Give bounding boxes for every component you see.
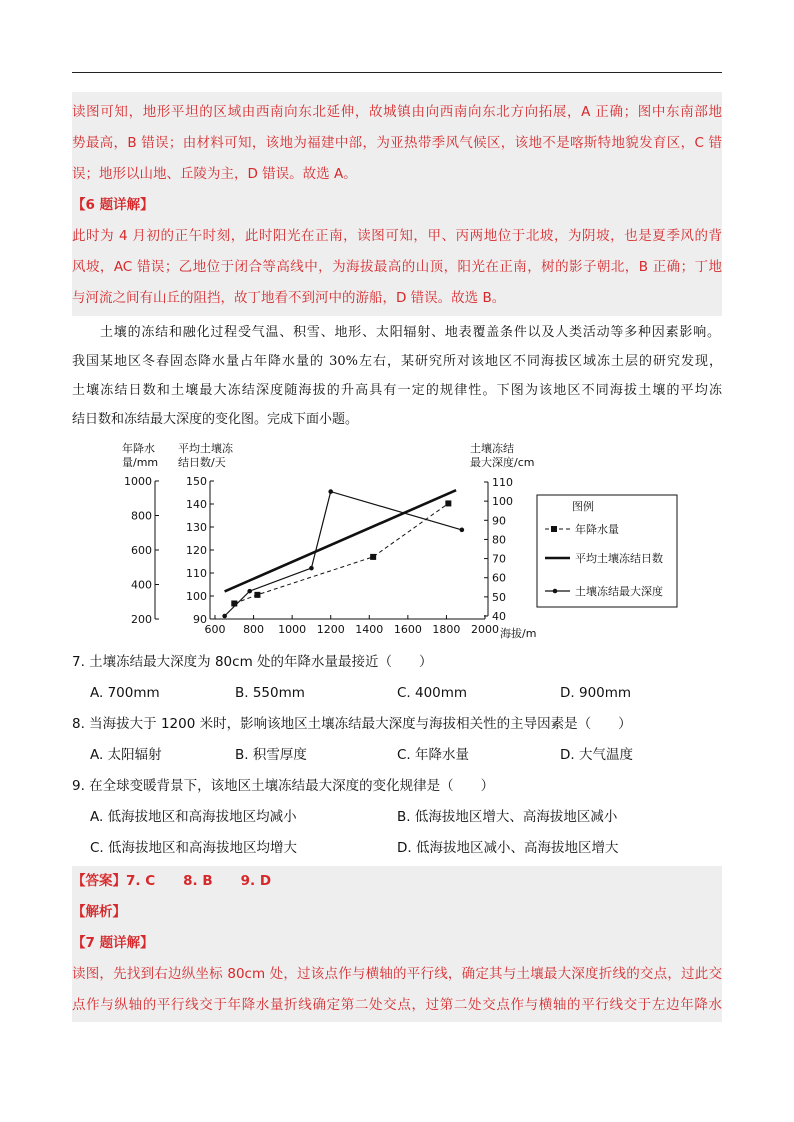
legend-precip-marker xyxy=(551,526,557,532)
q8-option-a[interactable]: A. 太阳辐射 xyxy=(90,747,162,763)
right-tick-label: 70 xyxy=(492,552,506,566)
left-axis-title: 量/mm xyxy=(122,456,159,469)
left-tick-label: 400 xyxy=(131,578,152,592)
q6-detail-line: 风坡，AC 错误；乙地位于闭合等高线中，为海拔最高的山顶，阳光在正南，树的影子朝北，B 正确；丁地 xyxy=(72,259,722,275)
answer-9: 9. D xyxy=(240,873,272,889)
right-tick-label: 100 xyxy=(492,495,513,509)
x-tick-label: 1400 xyxy=(355,623,384,636)
q7-option-d[interactable]: D. 900mm xyxy=(560,685,632,701)
q6-detail-line: 此时为 4 月初的正午时刻，此时阳光在正南，读图可知，甲、丙两地位于北坡，为阴坡，也是夏季风的背 xyxy=(72,228,722,244)
explanation-line: 读图可知，地形平坦的区域由西南向东北延伸，故城镇由向西南向东北方向拓展，A 正确；图中东南部地 xyxy=(72,104,722,120)
mid-axis-title: 结日数/天 xyxy=(178,456,226,469)
mid-tick-label: 120 xyxy=(186,544,207,557)
q6-heading: 【6 题详解】 xyxy=(72,197,154,213)
precip-point xyxy=(370,554,376,560)
x-tick-label: 1200 xyxy=(316,623,345,636)
answer-row xyxy=(72,873,722,889)
x-tick-label: 600 xyxy=(204,623,226,636)
legend-title: 图例 xyxy=(572,500,594,513)
q8-option-d[interactable]: D. 大气温度 xyxy=(560,747,633,763)
x-tick-label: 1600 xyxy=(393,623,422,636)
legend-max-depth-marker xyxy=(553,589,558,594)
question-8-stem: 8. 当海拔大于 1200 米时，影响该地区土壤冻结最大深度与海拔相关性的主导因素是（ ） xyxy=(72,716,632,732)
q7-option-a[interactable]: A. 700mm xyxy=(90,685,160,701)
right-axis-title: 最大深度/cm xyxy=(470,456,535,469)
q6-detail-line: 与河流之间有山丘的阻挡，故丁地看不到河中的游船，D 错误。故选 B。 xyxy=(72,290,506,306)
q7-detail-line: 点作与纵轴的平行线交于年降水量折线确定第二处交点，过第二处交点作与横轴的平行线交于左边年降水 xyxy=(72,997,722,1013)
q8-option-b[interactable]: B. 积雪厚度 xyxy=(235,747,307,763)
answer-8: 8. B xyxy=(183,873,213,889)
passage-line: 我国某地区冬春固态降水量占年降水量的 30%左右，某研究所对该地区不同海拔区域冻土层的研究发现， xyxy=(72,354,722,369)
question-9-stem: 9. 在全球变暖背景下，该地区土壤冻结最大深度的变化规律是（ ） xyxy=(72,778,495,794)
q7-option-b[interactable]: B. 550mm xyxy=(235,685,305,701)
explanation-line: 误；地形以山地、丘陵为主，D 错误。故选 A。 xyxy=(72,166,357,182)
mid-tick-label: 150 xyxy=(186,475,207,488)
left-axis-title: 年降水 xyxy=(122,442,155,455)
precip-point xyxy=(445,500,451,506)
altitude-chart xyxy=(100,440,700,645)
mid-axis-title: 平均土壤冻 xyxy=(178,442,233,455)
passage-line: 土壤的冻结和融化过程受气温、积雪、地形、太阳辐射、地表覆盖条件以及人类活动等多种因素影响。 xyxy=(100,325,720,340)
left-tick-label: 600 xyxy=(131,544,152,557)
question-7-stem: 7. 土壤冻结最大深度为 80cm 处的年降水量最接近（ ） xyxy=(72,654,433,670)
precip-point xyxy=(254,592,260,598)
left-tick-label: 1000 xyxy=(124,475,152,488)
max-depth-point xyxy=(222,614,227,619)
chart-legend xyxy=(537,495,677,607)
passage-line: 结日数和冻结最大深度的变化图。完成下面小题。 xyxy=(72,412,359,427)
mid-tick-label: 130 xyxy=(186,521,207,534)
max-depth-point xyxy=(309,566,314,571)
precip-series-line xyxy=(234,503,448,603)
max-depth-point xyxy=(247,589,252,594)
q9-option-d[interactable]: D. 低海拔地区减小、高海拔地区增大 xyxy=(397,840,619,856)
legend-frozen-days-label: 平均土壤冻结日数 xyxy=(575,552,663,565)
chart-series xyxy=(222,489,464,618)
answer-7: 7. C xyxy=(126,873,156,889)
left-tick-label: 200 xyxy=(131,613,152,626)
x-tick-label: 800 xyxy=(243,623,265,636)
analysis-label: 【解析】 xyxy=(72,904,126,920)
x-tick-label: 2000 xyxy=(471,623,499,636)
q9-option-a[interactable]: A. 低海拔地区和高海拔地区均减小 xyxy=(90,809,297,825)
x-tick-label: 1000 xyxy=(278,623,307,636)
x-axis-title: 海拔/m xyxy=(500,627,537,640)
right-tick-label: 110 xyxy=(492,476,513,489)
q9-option-c[interactable]: C. 低海拔地区和高海拔地区均增大 xyxy=(90,840,298,856)
q9-option-b[interactable]: B. 低海拔地区增大、高海拔地区减小 xyxy=(397,809,618,825)
legend-precip-label: 年降水量 xyxy=(575,523,619,536)
frozen-days-series-line xyxy=(225,490,457,591)
right-tick-label: 60 xyxy=(492,571,506,585)
mid-tick-label: 90 xyxy=(193,613,207,626)
max-depth-point xyxy=(460,528,465,533)
explanation-line: 势最高，B 错误；由材料可知，该地为福建中部，为亚热带季风气候区，该地不是喀斯特地貌发育区，C 错 xyxy=(72,135,722,151)
q7-heading: 【7 题详解】 xyxy=(72,935,154,951)
right-tick-label: 90 xyxy=(492,514,506,528)
left-tick-label: 800 xyxy=(131,509,152,523)
chart-axes xyxy=(122,441,536,640)
answer-label: 【答案】 xyxy=(72,873,126,889)
right-tick-label: 50 xyxy=(492,590,506,604)
header-rule xyxy=(72,72,722,73)
right-axis-title: 土壤冻结 xyxy=(470,442,514,455)
mid-tick-label: 140 xyxy=(186,498,207,511)
mid-tick-label: 110 xyxy=(186,567,207,580)
x-tick-label: 1800 xyxy=(432,623,461,636)
q8-option-c[interactable]: C. 年降水量 xyxy=(397,747,470,763)
passage-line: 土壤冻结日数和土壤最大冻结深度随海拔的升高具有一定的规律性。下图为该地区不同海拔土壤的平均冻 xyxy=(72,383,722,398)
q7-detail-line: 读图，先找到右边纵坐标 80cm 处，过该点作与横轴的平行线，确定其与土壤最大深度折线的交点，过此交 xyxy=(72,966,722,982)
legend-max-depth-label: 土壤冻结最大深度 xyxy=(575,585,663,598)
right-tick-label: 40 xyxy=(492,610,506,623)
max-depth-point xyxy=(328,489,333,494)
mid-tick-label: 100 xyxy=(186,590,207,603)
right-tick-label: 80 xyxy=(492,533,506,547)
q7-option-c[interactable]: C. 400mm xyxy=(397,685,468,701)
